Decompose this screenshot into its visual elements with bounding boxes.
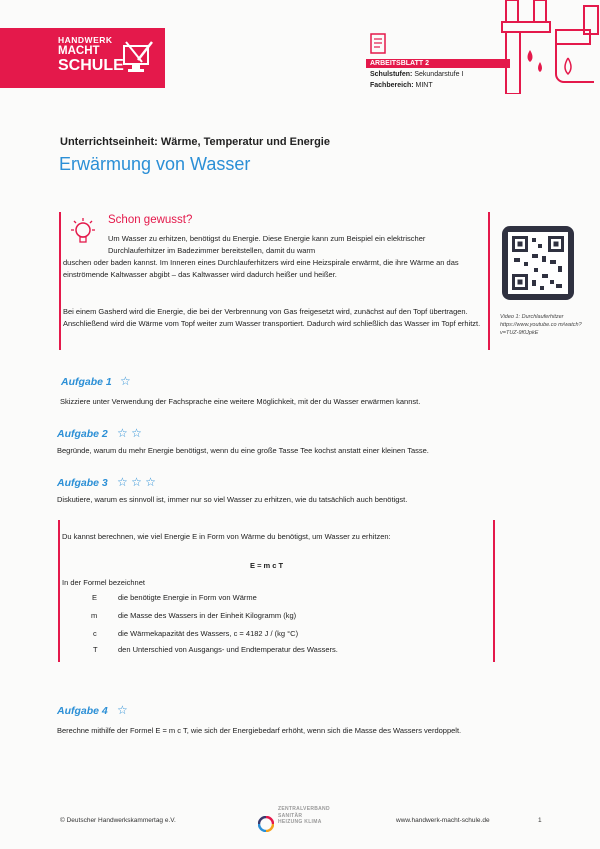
info-box-border-right	[488, 212, 490, 350]
info-box-border-left	[59, 212, 61, 350]
zv-shk-logo-icon	[258, 816, 274, 832]
def-text: die Wärmekapazität des Wassers, c = 4182 J / (kg °C)	[118, 629, 299, 638]
def-text: die Masse des Wassers in der Einheit Kilogramm (kg)	[118, 611, 297, 620]
zv-line-2: SANITÄR	[278, 812, 303, 819]
formula: E = m c T	[250, 561, 284, 570]
task-2-text: Begründe, warum du mehr Energie benötigst, wenn du eine große Tasse Tee kochst anstatt einer kleinen Tasse.	[57, 446, 429, 455]
qr-code-icon[interactable]	[502, 226, 574, 300]
meta-field-value: MINT	[415, 82, 433, 89]
formula-box-border-right	[493, 520, 495, 662]
task-1-label: Aufgabe 1	[61, 376, 112, 388]
def-text: die benötigte Energie in Form von Wärme	[118, 593, 257, 602]
worksheet-icon	[369, 33, 389, 55]
meta-school-value: Sekundarstufe I	[414, 71, 464, 78]
def-symbol: T	[93, 645, 98, 654]
task-4-text: Berechne mithilfe der Formel E = m c T, wie sich der Energiebedarf erhöht, wenn sich die Masse des Wassers verdoppelt.	[57, 726, 462, 735]
task-1-text: Skizziere unter Verwendung der Fachsprache eine weitere Möglichkeit, mit der du Wasser erwärmen kannst.	[60, 397, 421, 406]
page-title: Erwärmung von Wasser	[59, 154, 251, 174]
formula-denote: In der Formel bezeichnet	[62, 578, 145, 587]
def-symbol: E	[92, 593, 98, 602]
def-text: den Unterschied von Ausgangs- und Endtemperatur des Wassers.	[118, 645, 338, 654]
difficulty-star-icon: ☆	[117, 703, 128, 717]
qr-caption: Video 1: Durchlauferhitzer https://www.youtube.co m/watch?v=TUZ-9f0JpkE	[500, 314, 582, 336]
difficulty-star-icon: ☆ ☆ ☆	[117, 475, 156, 489]
info-box-title: Schon gewusst?	[108, 214, 193, 226]
pipes-illustration-icon	[490, 0, 600, 94]
footer-copyright: © Deutscher Handwerkskammertag e.V.	[60, 817, 176, 824]
task-3-text: Diskutiere, warum es sinnvoll ist, immer nur so viel Wasser zu erhitzen, wie du tatsächlich auch benötigst.	[57, 495, 408, 504]
meta-school-level	[370, 70, 463, 79]
meta-field-label: Fachbereich:	[370, 82, 414, 89]
logo-line-3: SCHULE	[58, 57, 124, 74]
tools-icon	[118, 38, 156, 78]
zv-line-3: HEIZUNG KLIMA	[278, 819, 322, 825]
meta-school-label: Schulstufen:	[370, 71, 413, 78]
unit-heading: Unterrichtseinheit: Wärme, Temperatur und Energie	[60, 136, 330, 148]
info-paragraph-2: duschen oder baden kannst. Im Inneren eines Durchlauferhitzers wird eine Heizspirale erwärmt, die ihre Wärme an das einströmende Kaltwasser abgibt – das Kaltwasser wird dadurch heißer und heißer.	[63, 258, 459, 280]
logo-line-1: HANDWERK	[58, 35, 113, 45]
footer-url[interactable]: www.handwerk-macht-schule.de	[396, 817, 490, 824]
formula-box-border-left	[58, 520, 60, 662]
task-4-label: Aufgabe 4	[57, 705, 108, 717]
difficulty-star-icon: ☆	[120, 374, 131, 388]
meta-subject	[370, 81, 433, 90]
lightbulb-icon	[66, 216, 100, 250]
task-2-label: Aufgabe 2	[57, 428, 108, 440]
zv-shk-text	[278, 806, 330, 826]
zv-line-1: ZENTRALVERBAND	[278, 806, 330, 812]
page-number: 1	[538, 817, 542, 824]
info-paragraph-1: Um Wasser zu erhitzen, benötigst du Energie. Diese Energie kann zum Beispiel ein elektrischer Durchlauferhitzer im Badezimmer bereitstellen, damit du warm	[108, 234, 426, 256]
task-3-label: Aufgabe 3	[57, 477, 108, 489]
def-symbol: c	[93, 629, 97, 638]
difficulty-star-icon: ☆ ☆	[117, 426, 142, 440]
logo-line-2: MACHT	[58, 45, 100, 57]
info-paragraph-3: Bei einem Gasherd wird die Energie, die bei der Verbrennung von Gas freigesetzt wird, zunächst auf den Topf übertragen. Anschließend wird die Wärme vom Topf weiter zum Wasser transportiert. Dadurch wird schließlich das Wasser im Topf erhitzt.	[63, 307, 481, 329]
worksheet-badge: ARBEITSBLATT 2	[366, 59, 510, 68]
def-symbol: m	[91, 611, 98, 620]
formula-intro: Du kannst berechnen, wie viel Energie E in Form von Wärme du benötigst, um Wasser zu erhitzen:	[62, 532, 391, 541]
